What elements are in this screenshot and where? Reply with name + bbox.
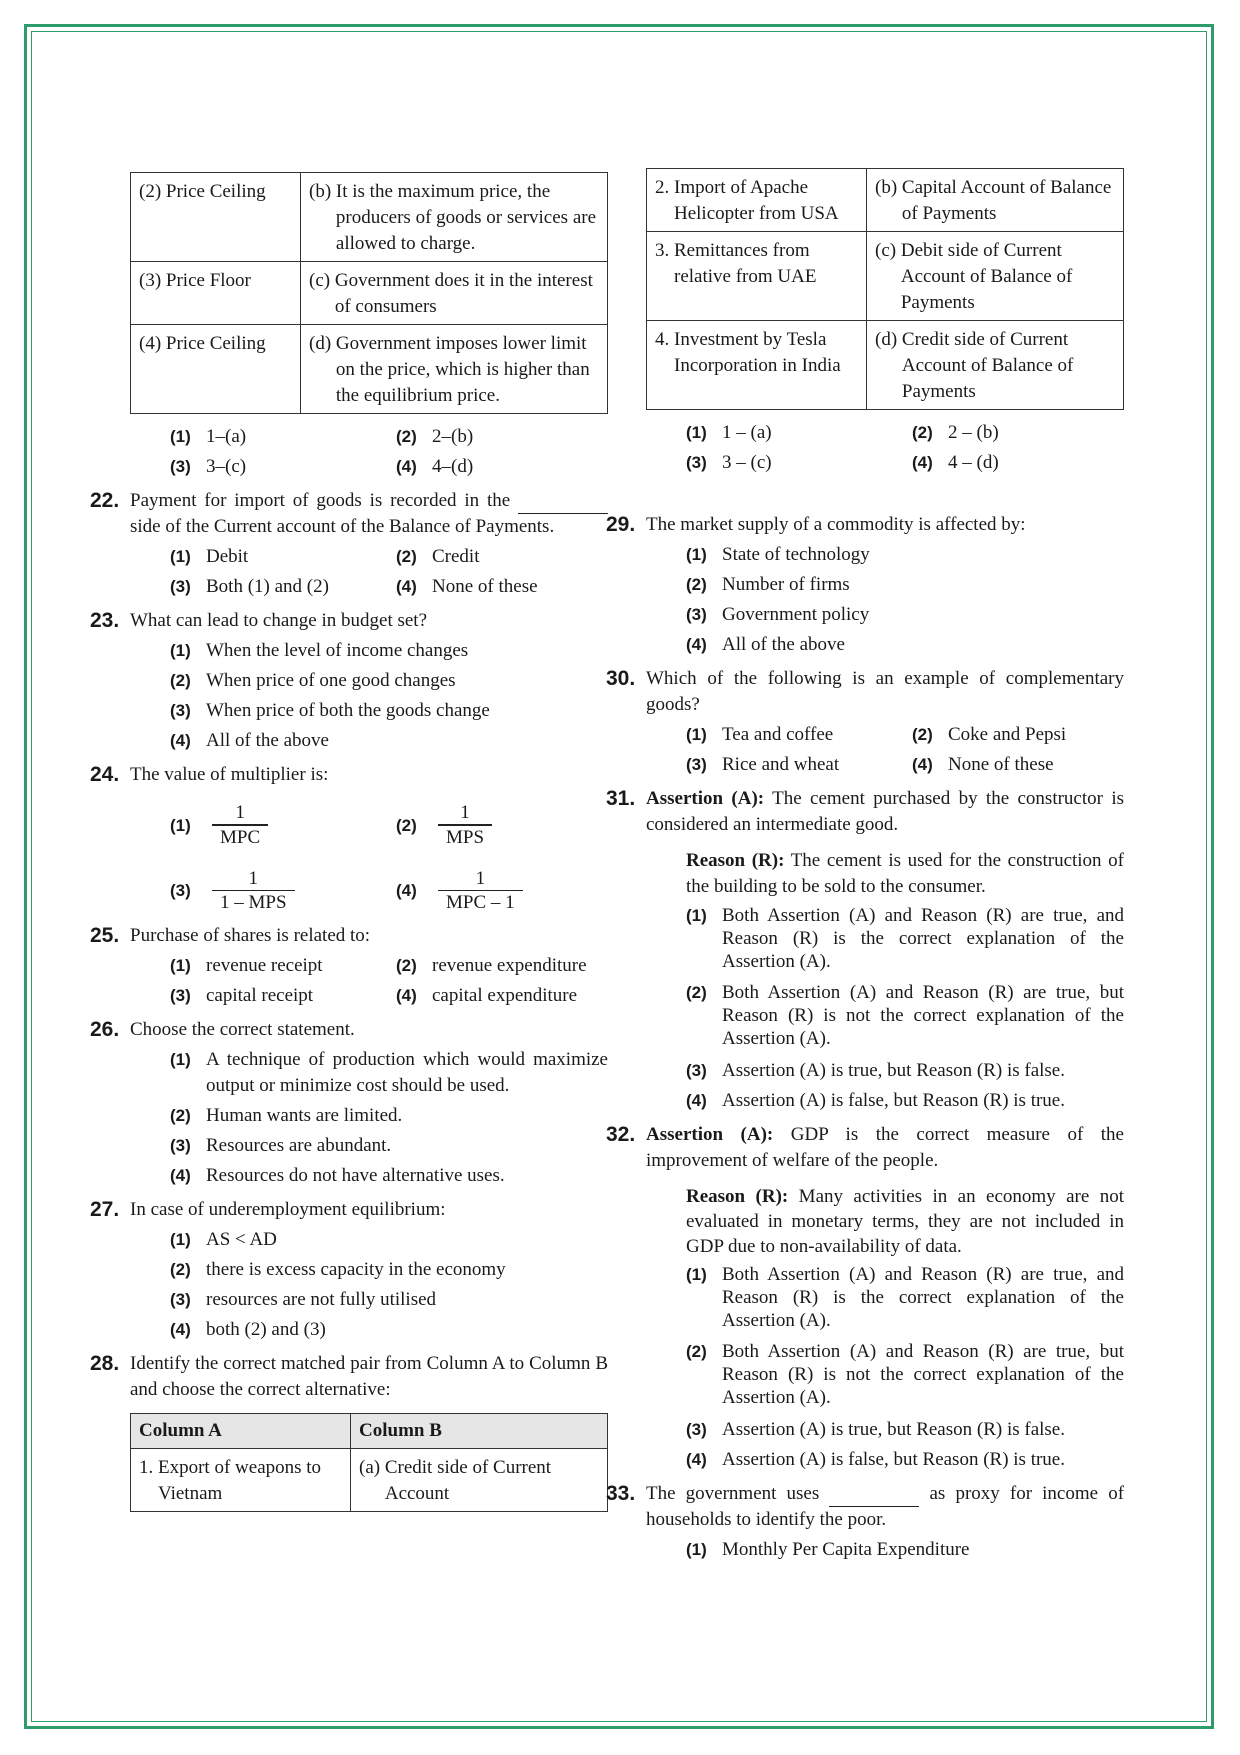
- option[interactable]: [170, 544, 396, 570]
- column-a-cell: (4) Price Ceiling: [131, 325, 301, 414]
- option[interactable]: [170, 668, 608, 694]
- option-number: (3): [170, 457, 191, 476]
- option[interactable]: [912, 450, 1124, 476]
- item-label: (b): [875, 177, 902, 198]
- option-text: Both Assertion (A) and Reason (R) are true, and Reason (R) is the correct explanation of the Assertion (A).: [722, 905, 1124, 972]
- question-text-part: side of the Current account of the Balance of Payments.: [130, 516, 555, 537]
- assertion-text: GDP is the correct measure of the improvement of welfare of the people.: [646, 1124, 1124, 1171]
- reason: [686, 848, 1124, 900]
- question-24: [90, 762, 608, 788]
- option[interactable]: [686, 420, 912, 446]
- option[interactable]: [396, 424, 608, 450]
- table-row: [647, 232, 1124, 321]
- question-text: [130, 488, 608, 540]
- option-number: (4): [686, 1091, 707, 1110]
- column-b-cell: [301, 262, 608, 325]
- question-number: 23.: [90, 609, 120, 632]
- option-number: (2): [170, 1106, 191, 1125]
- question-27: [90, 1197, 608, 1223]
- answer-options: [686, 722, 1124, 778]
- option[interactable]: [686, 904, 1124, 973]
- item-text: Export of weapons to Vietnam: [158, 1457, 322, 1504]
- question-text-part: as proxy for income of households to identify the poor.: [646, 1483, 1125, 1530]
- answer-options: [170, 1047, 608, 1189]
- option-number: (2): [170, 1260, 191, 1279]
- item-label: (d): [875, 329, 902, 350]
- reason-text: Many activities in an economy are not evaluated in monetary terms, they are not included in GDP due to non-availability of data.: [686, 1186, 1124, 1257]
- option-number: (3): [170, 701, 191, 720]
- question-text: Purchase of shares is related to:: [130, 925, 371, 946]
- fraction: [438, 802, 492, 850]
- option[interactable]: [170, 1227, 608, 1253]
- option-number: (1): [686, 423, 707, 442]
- answer-options: [170, 1227, 608, 1343]
- column-b-cell: [301, 173, 608, 262]
- option-text: Tea and coffee: [722, 724, 834, 745]
- answer-options: [170, 802, 608, 915]
- option[interactable]: [686, 752, 912, 778]
- option-text: Human wants are limited.: [206, 1105, 403, 1126]
- option[interactable]: [170, 1257, 608, 1283]
- option[interactable]: [396, 574, 608, 600]
- column-b-cell: [867, 232, 1124, 321]
- question-text: Which of the following is an example of complementary goods?: [646, 668, 1124, 715]
- question-32: [606, 1122, 1124, 1174]
- option-text: 4 – (d): [948, 452, 999, 473]
- question-30: [606, 666, 1124, 718]
- option[interactable]: [686, 1537, 1124, 1563]
- option-text: Assertion (A) is true, but Reason (R) is false.: [722, 1060, 1065, 1081]
- option-number: (4): [396, 881, 417, 901]
- option-text: Monthly Per Capita Expenditure: [722, 1539, 970, 1560]
- question-number: 31.: [606, 787, 636, 810]
- question-number: 32.: [606, 1123, 636, 1146]
- reason-label: Reason (R):: [686, 850, 785, 871]
- numerator: 1: [235, 802, 245, 823]
- item-text: Debit side of Current Account of Balance of Payments: [900, 240, 1073, 313]
- numerator: 1: [248, 867, 259, 889]
- option[interactable]: [396, 544, 608, 570]
- question-22: [90, 488, 608, 540]
- option-text: Debit: [206, 546, 249, 567]
- column-a-cell: [647, 321, 867, 410]
- option[interactable]: [170, 1047, 608, 1099]
- option-number: (4): [170, 1320, 191, 1339]
- option-number: (4): [396, 577, 417, 596]
- option[interactable]: [170, 1317, 608, 1343]
- option-text: resources are not fully utilised: [206, 1289, 437, 1310]
- numerator: 1: [475, 867, 486, 889]
- item-label: 2.: [655, 177, 674, 198]
- option-text: 4–(d): [432, 456, 474, 477]
- assertion-label: Assertion (A):: [646, 1124, 774, 1145]
- column-b-cell: [301, 325, 608, 414]
- answer-options: [170, 638, 608, 754]
- reason-label: Reason (R):: [686, 1186, 789, 1207]
- question-number: 30.: [606, 667, 636, 690]
- option[interactable]: [686, 632, 1124, 658]
- column-b-cell: [351, 1449, 608, 1512]
- option[interactable]: [912, 420, 1124, 446]
- option-text: When the level of income changes: [206, 640, 469, 661]
- item-label: 1.: [139, 1457, 158, 1478]
- option[interactable]: [686, 1088, 1124, 1114]
- option-number: (3): [686, 1420, 707, 1439]
- fraction: [438, 868, 523, 916]
- numerator: 1: [460, 802, 470, 823]
- option-text: there is excess capacity in the economy: [206, 1259, 506, 1280]
- option[interactable]: [686, 572, 1124, 598]
- question-number: 29.: [606, 513, 636, 536]
- item-label: (c): [875, 240, 901, 261]
- item-label: 4.: [655, 329, 674, 350]
- option-text: 3–(c): [206, 456, 247, 477]
- option[interactable]: [396, 868, 608, 916]
- option-number: (1): [170, 956, 191, 975]
- option-text: AS < AD: [206, 1229, 277, 1250]
- item-text: Capital Account of Balance of Payments: [901, 177, 1112, 224]
- option-text: Assertion (A) is true, but Reason (R) is false.: [722, 1419, 1065, 1440]
- option[interactable]: [170, 802, 396, 850]
- option[interactable]: [170, 454, 396, 480]
- option-text: State of technology: [722, 544, 870, 565]
- item-text: It is the maximum price, the producers of goods or services are allowed to charge.: [335, 181, 597, 254]
- option[interactable]: [170, 424, 396, 450]
- left-column: [90, 172, 608, 1512]
- option-number: (3): [170, 1290, 191, 1309]
- question-text: Choose the correct statement.: [130, 1019, 355, 1040]
- option-number: (2): [396, 547, 417, 566]
- option-text: All of the above: [722, 634, 845, 655]
- option-number: (3): [686, 453, 707, 472]
- option-number: (1): [170, 1230, 191, 1249]
- table-row: [647, 321, 1124, 410]
- option-text: A technique of production which would maximize output or minimize cost should be used.: [206, 1049, 608, 1096]
- option-text: 1–(a): [206, 426, 247, 447]
- table-header-row: [131, 1414, 608, 1449]
- answer-options: [686, 420, 1124, 476]
- item-text: Remittances from relative from UAE: [674, 240, 817, 287]
- option-number: (2): [396, 427, 417, 446]
- question-33: [606, 1481, 1124, 1533]
- option-number: (4): [686, 635, 707, 654]
- option-number: (4): [912, 453, 933, 472]
- assertion: [646, 786, 1124, 838]
- question-number: 27.: [90, 1198, 120, 1221]
- item-label: (b): [309, 181, 336, 202]
- option[interactable]: [686, 602, 1124, 628]
- option-number: (2): [686, 1342, 707, 1361]
- option[interactable]: [912, 752, 1124, 778]
- option-text: All of the above: [206, 730, 329, 751]
- column-a-cell: [647, 232, 867, 321]
- option[interactable]: [396, 454, 608, 480]
- table-row: [131, 1449, 608, 1512]
- question-number: 26.: [90, 1018, 120, 1041]
- question-text: In case of underemployment equilibrium:: [130, 1199, 446, 1220]
- option-number: (3): [170, 577, 191, 596]
- fill-blank: [518, 495, 608, 514]
- assertion: [646, 1122, 1124, 1174]
- question-26: [90, 1017, 608, 1043]
- option[interactable]: [396, 953, 608, 979]
- option[interactable]: [686, 542, 1124, 568]
- answer-options: [686, 542, 1124, 658]
- option[interactable]: [396, 983, 608, 1009]
- item-label: (d): [309, 333, 336, 354]
- option[interactable]: [912, 722, 1124, 748]
- option[interactable]: [686, 1340, 1124, 1409]
- column-a-cell: (2) Price Ceiling: [131, 173, 301, 262]
- option[interactable]: [170, 638, 608, 664]
- option[interactable]: [170, 1103, 608, 1129]
- answer-options: [686, 904, 1124, 1114]
- question-number: 22.: [90, 489, 120, 512]
- item-label: (c): [309, 270, 335, 291]
- question-number: 25.: [90, 924, 120, 947]
- option[interactable]: [686, 981, 1124, 1050]
- option-number: (1): [170, 815, 191, 835]
- option-text: Both (1) and (2): [206, 576, 329, 597]
- option-text: When price of both the goods change: [206, 700, 490, 721]
- option-number: (4): [686, 1450, 707, 1469]
- question-23: [90, 608, 608, 634]
- option-text: both (2) and (3): [206, 1319, 326, 1340]
- question-25: [90, 923, 608, 949]
- option-text: Coke and Pepsi: [948, 724, 1067, 745]
- option-text: Both Assertion (A) and Reason (R) are true, and Reason (R) is the correct explanation of the Assertion (A).: [722, 1264, 1124, 1331]
- option-number: (1): [170, 1050, 191, 1069]
- match-table-continued: [646, 168, 1124, 410]
- reason-text: The cement is used for the construction of the building to be sold to the consumer.: [686, 850, 1124, 897]
- option-text: 1 – (a): [722, 422, 772, 443]
- option-text: capital receipt: [206, 985, 314, 1006]
- column-b-cell: [867, 169, 1124, 232]
- answer-options: [170, 424, 608, 480]
- option[interactable]: [170, 868, 396, 916]
- option-text: Resources are abundant.: [206, 1135, 392, 1156]
- question-text-part: The government uses: [646, 1483, 820, 1504]
- option-text: None of these: [432, 576, 538, 597]
- denominator: MPC: [220, 826, 261, 848]
- option-text: 3 – (c): [722, 452, 772, 473]
- option[interactable]: [170, 698, 608, 724]
- option[interactable]: [686, 1263, 1124, 1332]
- match-table-continued: [130, 172, 608, 414]
- option-text: Both Assertion (A) and Reason (R) are true, but Reason (R) is not the correct explanation of the Assertion (A).: [722, 1341, 1124, 1408]
- option[interactable]: [170, 983, 396, 1009]
- column-a-cell: (3) Price Floor: [131, 262, 301, 325]
- fraction: [212, 802, 268, 850]
- question-text: The market supply of a commodity is affected by:: [646, 514, 1026, 535]
- option[interactable]: [170, 728, 608, 754]
- denominator: MPC – 1: [446, 892, 515, 913]
- option-text: revenue receipt: [206, 955, 323, 976]
- question-number: 28.: [90, 1352, 120, 1375]
- item-text: Government imposes lower limit on the price, which is higher than the equilibrium price.: [335, 333, 590, 406]
- option-text: 2 – (b): [948, 422, 999, 443]
- option-number: (4): [170, 731, 191, 750]
- item-text: Credit side of Current Account: [384, 1457, 552, 1504]
- option[interactable]: [170, 953, 396, 979]
- option-number: (1): [686, 1540, 707, 1559]
- option-text: Resources do not have alternative uses.: [206, 1165, 505, 1186]
- table-row: [647, 169, 1124, 232]
- option[interactable]: [396, 802, 608, 850]
- denominator: 1 – MPS: [220, 892, 287, 913]
- option-number: (2): [170, 671, 191, 690]
- option-number: (3): [686, 755, 707, 774]
- option[interactable]: [170, 574, 396, 600]
- option-number: (1): [170, 427, 191, 446]
- item-label: 3.: [655, 240, 674, 261]
- column-a-header: Column A: [131, 1414, 351, 1449]
- column-a-cell: [131, 1449, 351, 1512]
- option-number: (3): [170, 1136, 191, 1155]
- option[interactable]: [170, 1133, 608, 1159]
- option[interactable]: [686, 450, 912, 476]
- option-text: 2–(b): [432, 426, 474, 447]
- question-number: 33.: [606, 1482, 636, 1505]
- option[interactable]: [686, 1447, 1124, 1473]
- option-number: (1): [686, 1265, 707, 1284]
- option-number: (3): [170, 881, 191, 901]
- option-number: (1): [686, 725, 707, 744]
- option-text: Government policy: [722, 604, 870, 625]
- answer-options: [170, 544, 608, 600]
- option[interactable]: [686, 722, 912, 748]
- question-29: [606, 512, 1124, 538]
- question-28: [90, 1351, 608, 1403]
- column-b-header: Column B: [351, 1414, 608, 1449]
- match-table: [130, 1413, 608, 1512]
- question-number: 24.: [90, 763, 120, 786]
- question-31: [606, 786, 1124, 838]
- column-b-cell: [867, 321, 1124, 410]
- option-text: Number of firms: [722, 574, 850, 595]
- option-number: (2): [912, 423, 933, 442]
- option-number: (1): [170, 641, 191, 660]
- option-number: (1): [686, 545, 707, 564]
- item-text: Import of Apache Helicopter from USA: [674, 177, 839, 224]
- option[interactable]: [170, 1163, 608, 1189]
- item-text: Investment by Tesla Incorporation in India: [674, 329, 841, 376]
- option-text: Rice and wheat: [722, 754, 840, 775]
- option-number: (3): [170, 986, 191, 1005]
- option-number: (4): [170, 1166, 191, 1185]
- option-number: (4): [396, 457, 417, 476]
- reason: [686, 1184, 1124, 1259]
- option-text: None of these: [948, 754, 1054, 775]
- answer-options: [686, 1263, 1124, 1473]
- option-number: (4): [396, 986, 417, 1005]
- option-text: Assertion (A) is false, but Reason (R) is true.: [722, 1090, 1065, 1111]
- option-number: (3): [686, 1061, 707, 1080]
- option-text: Assertion (A) is false, but Reason (R) is true.: [722, 1449, 1065, 1470]
- answer-options: [686, 1537, 1124, 1563]
- item-text: Government does it in the interest of consumers: [334, 270, 593, 317]
- option-number: (2): [396, 815, 417, 835]
- option-number: (1): [686, 906, 707, 925]
- option[interactable]: [686, 1058, 1124, 1084]
- table-row: [131, 262, 608, 325]
- option-number: (2): [686, 575, 707, 594]
- option-number: (1): [170, 547, 191, 566]
- question-text-part: Payment for import of goods is recorded in the: [130, 490, 511, 511]
- option[interactable]: [170, 1287, 608, 1313]
- fill-blank: [829, 1488, 919, 1507]
- option-text: Credit: [432, 546, 480, 567]
- option[interactable]: [686, 1417, 1124, 1443]
- question-text: [646, 1481, 1124, 1533]
- question-text: What can lead to change in budget set?: [130, 610, 428, 631]
- option-text: capital expenditure: [432, 985, 578, 1006]
- option-number: (2): [912, 725, 933, 744]
- option-number: (3): [686, 605, 707, 624]
- question-text: Identify the correct matched pair from Column A to Column B and choose the correct alternative:: [130, 1353, 608, 1400]
- column-a-cell: [647, 169, 867, 232]
- table-row: [131, 325, 608, 414]
- option-text: revenue expenditure: [432, 955, 587, 976]
- item-text: Credit side of Current Account of Balance of Payments: [901, 329, 1074, 402]
- option-number: (2): [686, 983, 707, 1002]
- right-column: [606, 172, 1125, 1567]
- option-text: Both Assertion (A) and Reason (R) are true, but Reason (R) is not the correct explanation of the Assertion (A).: [722, 982, 1124, 1049]
- answer-options: [170, 953, 608, 1009]
- option-number: (2): [396, 956, 417, 975]
- option-text: When price of one good changes: [206, 670, 456, 691]
- item-label: (a): [359, 1457, 385, 1478]
- assertion-text: The cement purchased by the constructor is considered an intermediate good.: [646, 788, 1124, 835]
- denominator: MPS: [446, 826, 485, 848]
- table-row: [131, 173, 608, 262]
- assertion-label: Assertion (A):: [646, 788, 765, 809]
- option-number: (4): [912, 755, 933, 774]
- question-text: The value of multiplier is:: [130, 764, 329, 785]
- fraction: [212, 868, 295, 916]
